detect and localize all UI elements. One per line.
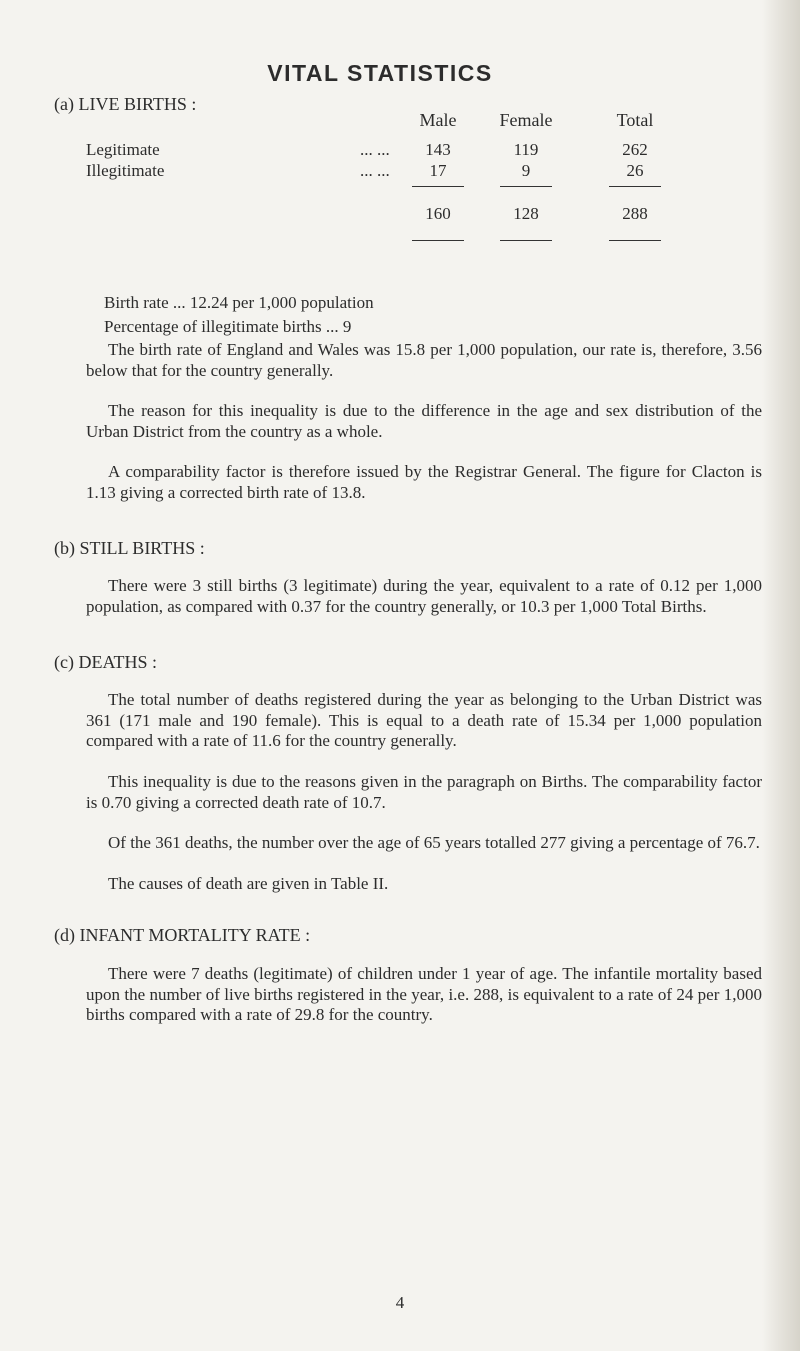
table-rule: [412, 186, 464, 187]
birth-rate-comparison-paragraph: The birth rate of England and Wales was 15.8 per 1,000 population, our rate is, therefore, 3.56 below that for the country generally.: [86, 340, 762, 380]
total-total: 288: [622, 204, 648, 223]
total-female: 128: [513, 204, 539, 223]
infant-mortality-heading: (d) INFANT MORTALITY RATE :: [54, 925, 311, 945]
table-rule: [609, 186, 661, 187]
deaths-over-65-paragraph: Of the 361 deaths, the number over the age of 65 years totalled 277 giving a percentage of 76.7.: [108, 833, 760, 852]
legitimate-male: 143: [425, 140, 451, 159]
total-male: 160: [425, 204, 451, 223]
row-label-illegitimate: Illegitimate: [86, 161, 165, 180]
row-leader-dots: ... ...: [360, 161, 390, 180]
birth-rate-line: Birth rate ... 12.24 per 1,000 population: [104, 293, 374, 312]
deaths-inequality-paragraph: This inequality is due to the reasons given in the paragraph on Births. The comparability factor is 0.70 giving a corrected death rate of 10.7.: [86, 772, 762, 812]
page-number: 4: [395, 1293, 405, 1312]
table-rule: [500, 186, 552, 187]
comparability-paragraph: A comparability factor is therefore issued by the Registrar General. The figure for Clacton is 1.13 giving a corrected birth rate of 13.8.: [86, 462, 762, 502]
illegitimate-female: 9: [521, 161, 531, 180]
table-rule: [412, 240, 464, 241]
table-rule: [500, 240, 552, 241]
row-label-legitimate: Legitimate: [86, 140, 160, 159]
page-title: VITAL STATISTICS: [267, 60, 493, 86]
still-births-paragraph: There were 3 still births (3 legitimate) during the year, equivalent to a rate of 0.12 per 1,000 population, as compared with 0.37 for the country generally, or 10.3 per 1,000 Total Births.: [86, 576, 762, 616]
infant-mortality-paragraph: There were 7 deaths (legitimate) of children under 1 year of age. The infantile mortality based upon the number of live births registered in the year, i.e. 288, is equivalent to a rate of 24 per 1,000 births compared with a rate of 29.8 for the country.: [86, 964, 762, 1024]
illegitimate-percentage-line: Percentage of illegitimate births ... 9: [104, 317, 352, 336]
illegitimate-total: 26: [626, 161, 644, 180]
illegitimate-male: 17: [429, 161, 447, 180]
deaths-heading: (c) DEATHS :: [54, 652, 157, 672]
table-rule: [609, 240, 661, 241]
row-leader-dots: ... ...: [360, 140, 390, 159]
column-header-total: Total: [616, 110, 654, 130]
live-births-heading: (a) LIVE BIRTHS :: [54, 94, 197, 114]
legitimate-total: 262: [622, 140, 648, 159]
column-header-female: Female: [499, 110, 553, 130]
legitimate-female: 119: [513, 140, 539, 159]
deaths-total-paragraph: The total number of deaths registered during the year as belonging to the Urban District was 361 (171 male and 190 female). This is equal to a death rate of 15.34 per 1,000 population compared with a rate of 11.6 for the country generally.: [86, 690, 762, 750]
inequality-paragraph: The reason for this inequality is due to the difference in the age and sex distribution of the Urban District from the country as a whole.: [86, 401, 762, 441]
still-births-heading: (b) STILL BIRTHS :: [54, 538, 205, 558]
column-header-male: Male: [419, 110, 457, 130]
causes-of-death-paragraph: The causes of death are given in Table II.: [108, 874, 389, 893]
